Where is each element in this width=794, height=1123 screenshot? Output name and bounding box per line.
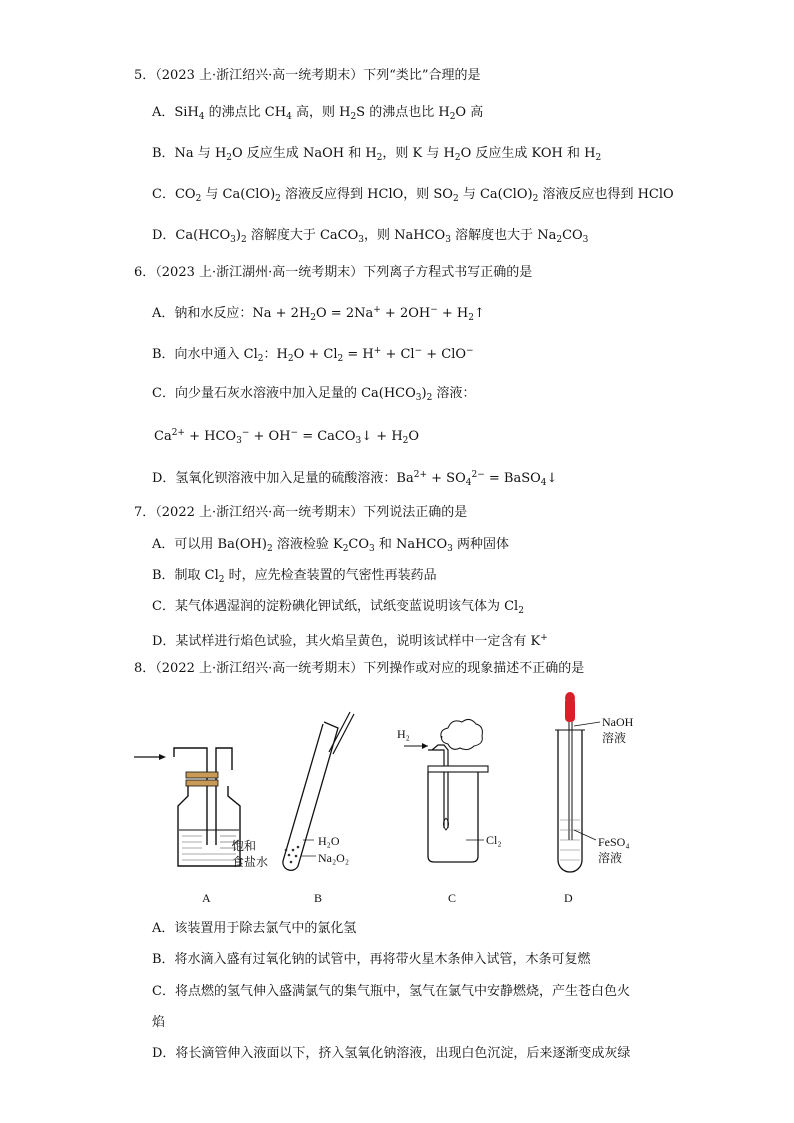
- text-run: + HCO: [184, 429, 237, 444]
- subscript: 2: [532, 194, 539, 204]
- figure-label-b: B: [314, 891, 323, 905]
- subscript: 4: [540, 478, 547, 488]
- text-run: D．氢氧化钡溶液中加入足量的硫酸溶液：Ba: [152, 471, 414, 486]
- q6-option-d: [152, 467, 557, 491]
- subscript: 3: [447, 544, 453, 554]
- superscript: +: [540, 633, 548, 643]
- apparatus-c: [397, 719, 502, 862]
- b-peroxide-label: Na₂O₂: [318, 851, 350, 865]
- q7-option-b: [152, 568, 437, 588]
- text-run: 高，则 H: [291, 105, 351, 120]
- text-run: O + Cl: [293, 347, 338, 362]
- superscript: −: [290, 428, 299, 438]
- subscript: 2: [518, 606, 524, 616]
- figure-label-a: A: [202, 891, 211, 905]
- d-feso4-label-2: 溶液: [598, 851, 623, 865]
- subscript: 2: [426, 393, 433, 403]
- superscript: −: [466, 346, 474, 356]
- text-run: 溶液：: [432, 386, 476, 401]
- subscript: 2: [468, 313, 474, 323]
- q7-option-a: [152, 537, 509, 557]
- subscript: 2: [275, 194, 281, 204]
- text-run: 与 Ca(ClO): [458, 187, 533, 202]
- subscript: 4: [198, 112, 205, 122]
- subscript: 2: [402, 436, 409, 446]
- b-water-label: H₂O: [318, 834, 340, 848]
- text-run: 时，应先检查装置的气密性再装药品: [224, 568, 437, 583]
- q7-option-d: [152, 630, 548, 650]
- text-run: + Cl: [381, 347, 415, 362]
- q8-option-c-line2: 焰: [152, 1015, 166, 1030]
- subscript: 2: [452, 194, 459, 204]
- q5-option-d: [152, 228, 588, 248]
- c-hydrogen-label: H₂: [397, 727, 410, 741]
- text-run: + 2OH: [380, 306, 431, 321]
- text-run: + OH: [249, 429, 291, 444]
- subscript: 3: [230, 235, 236, 245]
- apparatus-b: [283, 712, 354, 870]
- superscript: +: [373, 305, 381, 315]
- subscript: 2: [342, 544, 349, 554]
- text-run: C．CO: [152, 187, 196, 202]
- figure-label-c: C: [448, 891, 457, 905]
- superscript: −: [414, 346, 423, 356]
- text-run: 和 NaHCO: [374, 537, 448, 552]
- text-run: ↓: [546, 471, 558, 486]
- subscript: 2: [337, 354, 344, 364]
- subscript: 3: [582, 235, 589, 245]
- text-run: ): [421, 386, 427, 401]
- q6-stem: 6．（2023 上·浙江湖州·高一统考期末）下列离子方程式书写正确的是: [134, 265, 533, 280]
- text-run: 溶液反应得到 HClO，则 SO: [280, 187, 453, 202]
- d-feso4-label-1: FeSO₄: [598, 835, 630, 849]
- text-run: CO: [562, 228, 583, 243]
- text-run: ，则 NaHCO: [364, 228, 446, 243]
- text-run: = CaCO: [298, 429, 356, 444]
- text-run: O 高: [455, 105, 484, 120]
- subscript: 2: [266, 544, 273, 554]
- a-liquid-label-2: 食盐水: [232, 855, 269, 869]
- text-run: C．某气体遇湿润的淀粉碘化钾试纸，试纸变蓝说明该气体为 Cl: [152, 599, 519, 614]
- subscript: 4: [286, 112, 292, 122]
- text-run: 溶解度也大于 Na: [450, 228, 557, 243]
- subscript: 2: [257, 354, 264, 364]
- text-run: A．SiH: [152, 105, 199, 120]
- subscript: 2: [240, 235, 247, 245]
- text-run: 溶解度大于 CaCO: [246, 228, 359, 243]
- q8-apparatus-figure: [128, 690, 668, 910]
- q6-option-c: [152, 386, 475, 406]
- superscript: −: [241, 428, 250, 438]
- subscript: 2: [376, 153, 383, 163]
- q5-stem: 5．（2023 上·浙江绍兴·高一统考期末）下列“类比”合理的是: [134, 68, 481, 83]
- text-run: B．向水中通入 Cl: [152, 347, 258, 362]
- subscript: 2: [556, 235, 563, 245]
- apparatus-a: [134, 748, 268, 869]
- q8-option-c-line1: C．将点燃的氢气伸入盛满氯气的集气瓶中，氢气在氯气中安静燃烧，产生苍白色火: [152, 984, 630, 999]
- text-run: ↓ + H: [361, 429, 403, 444]
- subscript: 3: [236, 436, 242, 446]
- text-run: 与 Ca(ClO): [201, 187, 276, 202]
- subscript: 2: [595, 153, 602, 163]
- text-run: O = 2Na: [316, 306, 374, 321]
- text-run: ↑: [474, 306, 485, 321]
- apparatus-d: [555, 692, 634, 872]
- text-run: S 的沸点也比 H: [356, 105, 450, 120]
- text-run: B．制取 Cl: [152, 568, 219, 583]
- q8-option-b: B．将水滴入盛有过氧化钠的试管中，再将带火星木条伸入试管，木条可复燃: [152, 952, 591, 967]
- text-run: = H: [343, 347, 374, 362]
- q6-option-a: [152, 302, 485, 326]
- q8-stem: 8．（2022 上·浙江绍兴·高一统考期末）下列操作或对应的现象描述不正确的是: [134, 661, 585, 676]
- text-run: ，则 K 与 H: [382, 146, 455, 161]
- text-run: D．Ca(HCO: [152, 228, 231, 243]
- subscript: 2: [454, 153, 461, 163]
- text-run: A．可以用 Ba(OH): [152, 537, 267, 552]
- text-run: CO: [348, 537, 370, 552]
- q7-option-c: [152, 599, 524, 619]
- subscript: 3: [415, 393, 422, 403]
- figure-label-d: D: [564, 891, 573, 905]
- subscript: 2: [449, 112, 456, 122]
- text-run: + SO: [427, 471, 466, 486]
- text-run: D．某试样进行焰色试验，其火焰呈黄色，说明该试样中一定含有 K: [152, 634, 541, 649]
- subscript: 4: [465, 478, 472, 488]
- q8-option-a: A．该装置用于除去氯气中的氯化氢: [152, 921, 357, 936]
- q6-option-c-equation: [154, 425, 419, 449]
- subscript: 2: [310, 313, 317, 323]
- superscript: 2+: [413, 470, 428, 480]
- subscript: 2: [218, 575, 225, 585]
- q5-option-a: [152, 105, 483, 125]
- subscript: 3: [358, 235, 364, 245]
- q8-option-d: D．将长滴管伸入液面以下，挤入氢氧化钠溶液，出现白色沉淀，后来逐渐变成灰绿: [152, 1046, 631, 1061]
- subscript: 2: [350, 112, 357, 122]
- q7-stem: 7．（2022 上·浙江绍兴·高一统考期末）下列说法正确的是: [134, 505, 468, 520]
- q5-option-b: [152, 146, 601, 166]
- c-chlorine-label: Cl₂: [486, 833, 502, 847]
- superscript: 2−: [471, 470, 485, 480]
- superscript: +: [373, 346, 382, 356]
- subscript: 2: [287, 354, 294, 364]
- subscript: 3: [355, 436, 362, 446]
- d-naoh-label-1: NaOH: [602, 715, 634, 729]
- text-run: A．钠和水反应：Na + 2H: [152, 306, 311, 321]
- text-run: Ca: [154, 429, 172, 444]
- text-run: 溶液反应也得到 HClO: [538, 187, 674, 202]
- superscript: −: [430, 305, 438, 315]
- text-run: ：H: [263, 347, 288, 362]
- text-run: O 反应生成 KOH 和 H: [460, 146, 596, 161]
- text-run: 溶液检验 K: [272, 537, 343, 552]
- d-naoh-label-2: 溶液: [602, 731, 627, 745]
- text-run: C．向少量石灰水溶液中加入足量的 Ca(HCO: [152, 386, 416, 401]
- text-run: O: [408, 429, 420, 444]
- subscript: 3: [445, 235, 451, 245]
- text-run: + H: [437, 306, 469, 321]
- superscript: 2+: [171, 428, 185, 438]
- q5-option-c: [152, 187, 674, 207]
- text-run: ): [235, 228, 241, 243]
- subscript: 2: [226, 153, 233, 163]
- text-run: 两种固体: [452, 537, 509, 552]
- text-run: O 反应生成 NaOH 和 H: [232, 146, 377, 161]
- subscript: 3: [369, 544, 375, 554]
- subscript: 2: [195, 194, 202, 204]
- text-run: + ClO: [422, 347, 467, 362]
- text-run: 的沸点比 CH: [204, 105, 287, 120]
- text-run: = BaSO: [484, 471, 541, 486]
- q6-option-b: [152, 343, 474, 367]
- a-liquid-label-1: 饱和: [232, 839, 257, 853]
- text-run: B．Na 与 H: [152, 146, 227, 161]
